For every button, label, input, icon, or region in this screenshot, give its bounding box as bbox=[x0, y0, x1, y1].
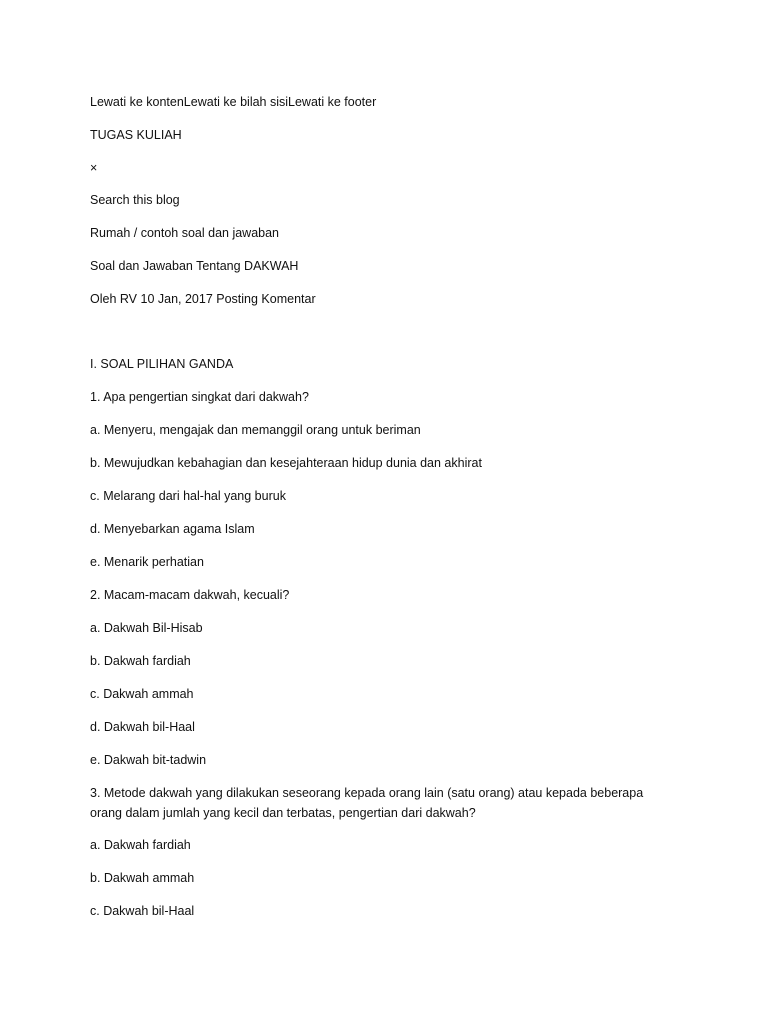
breadcrumb[interactable]: Rumah / contoh soal dan jawaban bbox=[90, 226, 280, 240]
question-2: 2. Macam-macam dakwah, kecuali? bbox=[90, 588, 290, 602]
option-2d: d. Dakwah bil-Haal bbox=[90, 720, 195, 734]
option-2c: c. Dakwah ammah bbox=[90, 687, 194, 701]
question-1: 1. Apa pengertian singkat dari dakwah? bbox=[90, 390, 309, 404]
blog-title[interactable]: TUGAS KULIAH bbox=[90, 128, 182, 142]
question-3: 3. Metode dakwah yang dilakukan seseorang kepada orang lain (satu orang) atau kepada beberapa orang dalam jumlah yang kecil dan terbatas, pengertian dari dakwah? bbox=[90, 786, 644, 820]
option-1e: e. Menarik perhatian bbox=[90, 555, 204, 569]
option-1c: c. Melarang dari hal-hal yang buruk bbox=[90, 489, 286, 503]
option-1a: a. Menyeru, mengajak dan memanggil orang untuk beriman bbox=[90, 423, 421, 437]
option-3c: c. Dakwah bil-Haal bbox=[90, 904, 195, 918]
post-meta: Oleh RV 10 Jan, 2017 Posting Komentar bbox=[90, 292, 316, 306]
section-heading: I. SOAL PILIHAN GANDA bbox=[90, 357, 234, 371]
option-1d: d. Menyebarkan agama Islam bbox=[90, 522, 255, 536]
option-2a: a. Dakwah Bil-Hisab bbox=[90, 621, 203, 635]
skip-links[interactable]: Lewati ke kontenLewati ke bilah sisiLewati ke footer bbox=[90, 95, 377, 109]
close-icon[interactable]: × bbox=[90, 161, 98, 175]
option-2b: b. Dakwah fardiah bbox=[90, 654, 191, 668]
post-title: Soal dan Jawaban Tentang DAKWAH bbox=[90, 259, 299, 273]
option-1b: b. Mewujudkan kebahagian dan kesejahteraan hidup dunia dan akhirat bbox=[90, 456, 482, 470]
search-label[interactable]: Search this blog bbox=[90, 193, 180, 207]
option-3b: b. Dakwah ammah bbox=[90, 871, 195, 885]
option-3a: a. Dakwah fardiah bbox=[90, 838, 191, 852]
option-2e: e. Dakwah bit-tadwin bbox=[90, 753, 207, 767]
